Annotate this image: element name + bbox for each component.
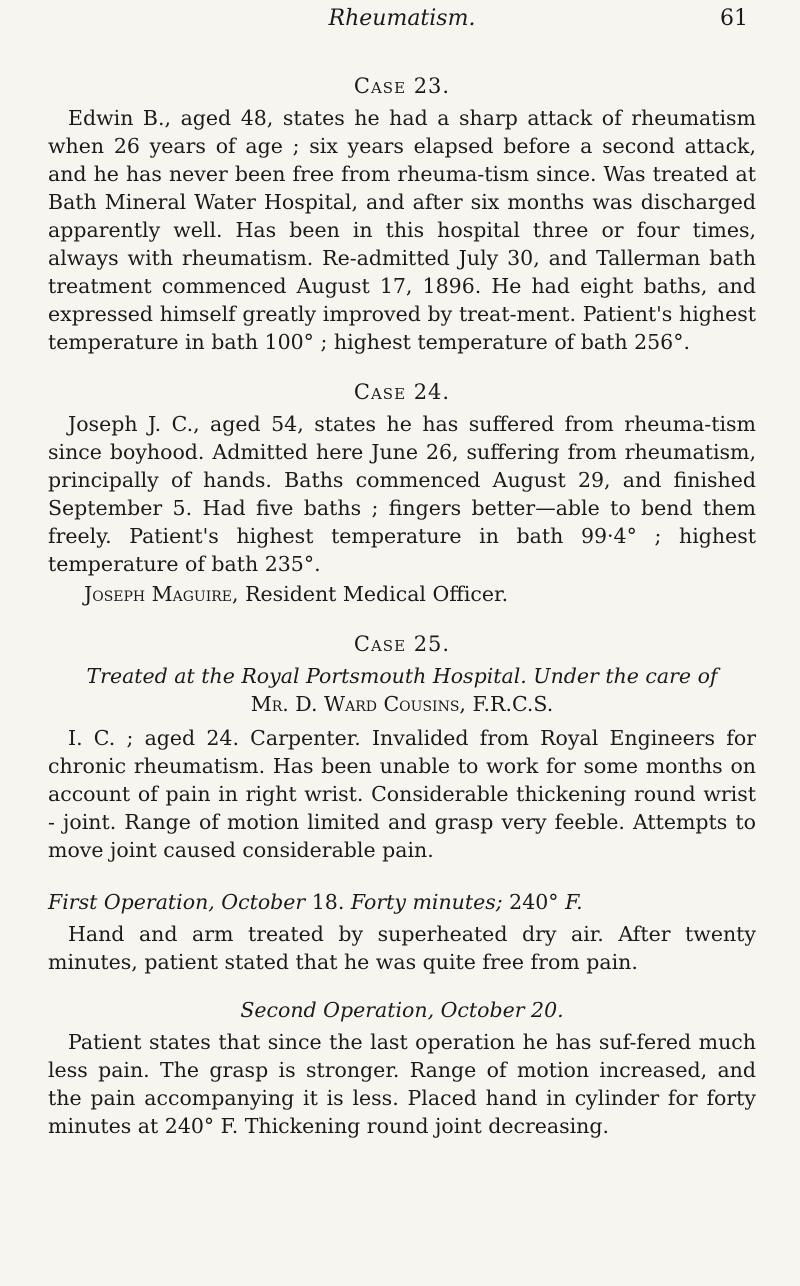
book-page <box>48 0 756 1140</box>
treated-text: Treated at the Royal Portsmouth Hospital. Under the care of <box>86 664 718 688</box>
second-operation-body: Patient states that since the last operation he has suf-fered much less pain. The grasp is stronger. Range of motion increased, and the pain accompanying it is less. Placed hand in cylinder for forty minutes at 240° F. Thickening round joint decreasing. <box>48 1030 756 1138</box>
first-op-duration: Forty minutes; <box>350 890 503 914</box>
first-op-temp: 240° <box>502 890 566 914</box>
case-23-heading: Case 23. <box>353 74 451 98</box>
page-number: 61 <box>720 6 748 31</box>
case-25-heading: Case 25. <box>353 632 451 656</box>
case-24-heading: Case 24. <box>353 380 451 404</box>
first-op-unit: F. <box>565 890 583 914</box>
running-title: Rheumatism. <box>328 6 476 31</box>
second-operation-heading: Second Operation, October 20. <box>240 998 564 1022</box>
case-24-signature <box>84 580 756 608</box>
case-25-body: I. C. ; aged 24. Carpenter. Invalided from Royal Engineers for chronic rheumatism. Has been unable to work for some months on account of pain in right wrist. Considerable thickening round wrist - joint. Range of motion limited and grasp very feeble. Attempts to move joint caused considerable pain. <box>48 726 756 862</box>
signature-role: , Resident Medical Officer. <box>232 582 509 606</box>
treated-name: Mr. D. Ward Cousins, F.R.C.S. <box>250 692 554 716</box>
case-24-body: Joseph J. C., aged 54, states he has suffered from rheuma-tism since boyhood. Admitted here June 26, suffering from rheumatism, principally of hands. Baths commenced August 29, and finished September 5. Had five baths ; fingers better—able to bend them freely. Patient's highest temperature in bath 99·4° ; highest temperature of bath 235°. <box>48 412 756 576</box>
case-23 <box>48 74 756 356</box>
running-head <box>48 6 756 50</box>
case-23-body: Edwin B., aged 48, states he had a sharp attack of rheumatism when 26 years of age ; six years elapsed before a second attack, and he has never been free from rheuma-tism since. Was treated at Bath Mineral Water Hospital, and after six months was discharged apparently well. Has been in this hospital three or four times, always with rheumatism. Re-admitted July 30, and Tallerman bath treatment commenced August 17, 1896. He had eight baths, and expressed himself greatly improved by treat-ment. Patient's highest temperature in bath 100° ; highest temperature of bath 256°. <box>48 106 756 354</box>
case-25 <box>48 632 756 1140</box>
signature-name: Joseph Maguire <box>84 582 233 606</box>
case-25-treated-line <box>78 662 726 718</box>
case-24 <box>48 380 756 608</box>
first-operation-heading <box>48 888 756 916</box>
first-operation-body: Hand and arm treated by superheated dry air. After twenty minutes, patient stated that he was quite free from pain. <box>48 922 756 974</box>
first-op-label: First Operation, October <box>48 890 306 914</box>
first-op-date: 18. <box>305 890 351 914</box>
